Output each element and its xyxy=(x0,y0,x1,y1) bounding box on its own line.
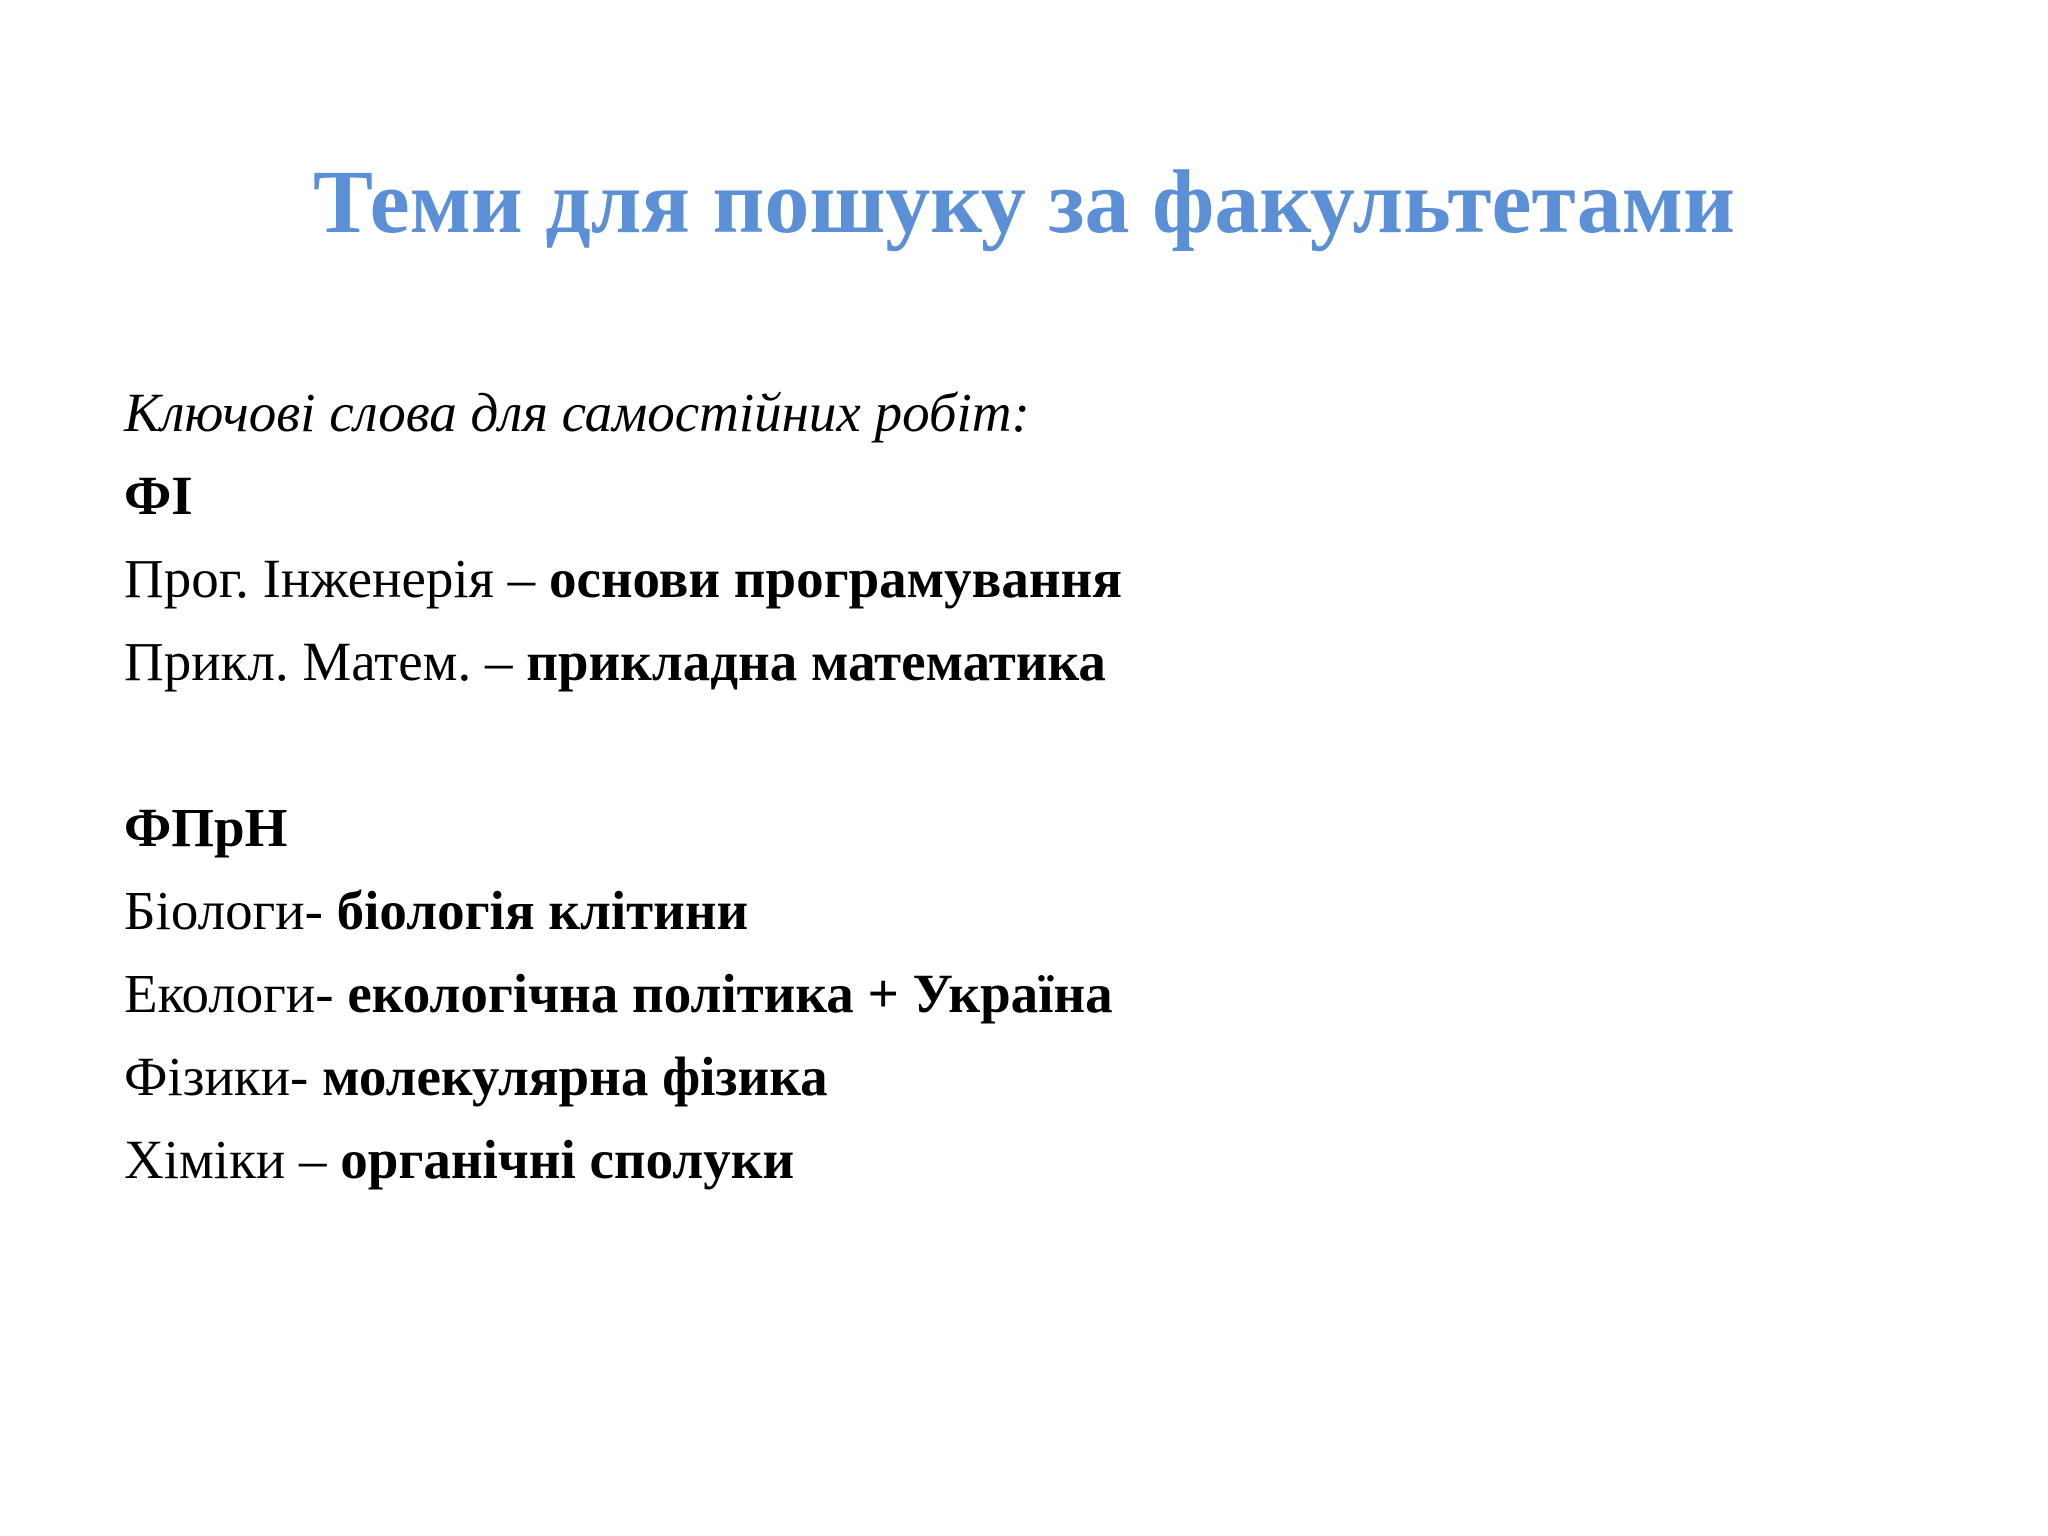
intro-text: Ключові слова для самостійних робіт: xyxy=(124,382,1030,443)
slide-title: Теми для пошуку за факультетами xyxy=(313,153,1735,252)
item-keyword: екологічна політика + Україна xyxy=(347,963,1113,1024)
item-label: Хіміки – xyxy=(124,1129,341,1190)
item-label: Біологи- xyxy=(124,880,337,941)
item-keyword: молекулярна фізика xyxy=(322,1046,828,1107)
section-heading-fi: ФІ xyxy=(124,465,193,526)
list-item xyxy=(124,620,1924,703)
item-keyword: органічні сполуки xyxy=(340,1129,795,1190)
list-item xyxy=(124,952,1924,1035)
list-item xyxy=(124,1035,1924,1118)
slide-content xyxy=(124,371,1924,1201)
section-heading-fprn: ФПрН xyxy=(124,797,288,858)
list-item xyxy=(124,537,1924,620)
item-keyword: біологія клітини xyxy=(336,880,749,941)
item-label: Екологи- xyxy=(124,963,348,1024)
item-label: Прикл. Матем. – xyxy=(124,631,527,692)
item-label: Прог. Інженерія – xyxy=(124,548,549,609)
item-keyword: прикладна математика xyxy=(526,631,1106,692)
list-item xyxy=(124,1118,1924,1201)
item-label: Фізики- xyxy=(124,1046,323,1107)
item-keyword: основи програмування xyxy=(548,548,1122,609)
list-item xyxy=(124,869,1924,952)
spacer xyxy=(124,703,1924,786)
